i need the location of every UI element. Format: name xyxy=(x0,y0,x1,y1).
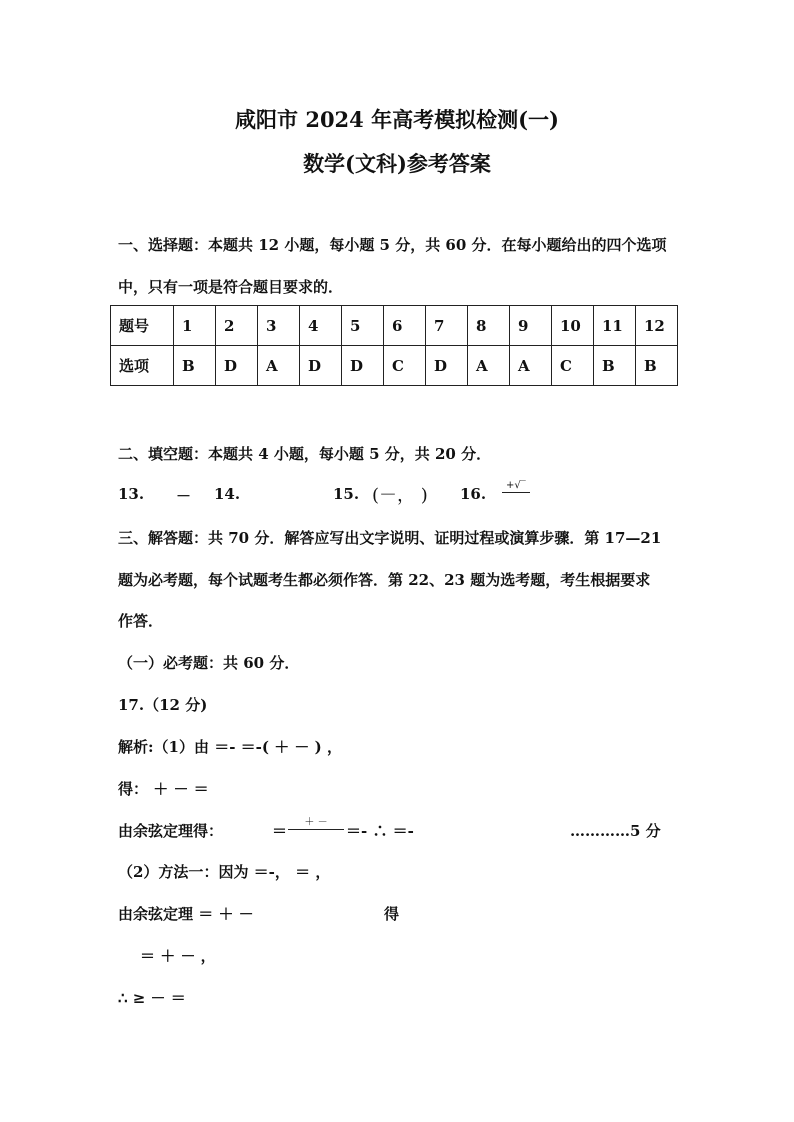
answer-choice: A xyxy=(468,346,510,386)
question-number: 1 xyxy=(174,306,216,346)
answer-choice: C xyxy=(384,346,426,386)
q17-title: 17.（12 分) xyxy=(118,696,208,714)
table-header-question: 题号 xyxy=(111,306,174,346)
question-number: 10 xyxy=(552,306,594,346)
q17-line4: （2）方法一：因为 ＝-， ＝ ， xyxy=(118,863,331,881)
question-number: 6 xyxy=(384,306,426,346)
section3-heading-line1: 三、解答题：共 70 分．解答应写出文字说明、证明过程或演算步骤．第 17—21 xyxy=(118,529,662,547)
section3-heading-line2: 题为必考题，每个试题考生都必须作答．第 22、23 题为选考题，考生根据要求 xyxy=(118,571,651,589)
answer-choice: D xyxy=(216,346,258,386)
answer-choice: B xyxy=(636,346,678,386)
section1-heading-line2: 中，只有一项是符合题目要求的． xyxy=(118,278,344,296)
answer-table xyxy=(110,305,678,386)
question-number: 8 xyxy=(468,306,510,346)
table-row-answers xyxy=(111,346,678,386)
q17-line5-suffix: 得 xyxy=(384,905,400,923)
section3-subheading: （一）必考题：共 60 分． xyxy=(118,654,300,672)
q13-number: 13. xyxy=(118,485,145,503)
question-number: 5 xyxy=(342,306,384,346)
question-number: 11 xyxy=(594,306,636,346)
q17-line3-eq1: ＝ xyxy=(272,822,288,840)
table-row-questions xyxy=(111,306,678,346)
answer-choice: B xyxy=(594,346,636,386)
q14-number: 14. xyxy=(214,485,241,503)
question-number: 7 xyxy=(426,306,468,346)
q17-line1: 解析:（1）由 ＝- ＝-( ＋ － ) ， xyxy=(118,738,342,756)
question-number: 12 xyxy=(636,306,678,346)
answer-choice: C xyxy=(552,346,594,386)
q17-line3-eq2: ＝- ∴ ＝- xyxy=(346,822,414,840)
answer-choice: B xyxy=(174,346,216,386)
section3-heading-line3: 作答． xyxy=(118,612,164,630)
table-header-answer: 选项 xyxy=(111,346,174,386)
question-number: 4 xyxy=(300,306,342,346)
answer-choice: D xyxy=(426,346,468,386)
q17-line6: ＝ ＋ － ， xyxy=(140,947,216,965)
section2-heading: 二、填空题：本题共 4 小题，每小题 5 分，共 20 分． xyxy=(118,445,492,463)
document-subtitle: 数学(文科)参考答案 xyxy=(303,151,491,176)
q13-answer: － xyxy=(176,487,192,505)
answer-choice: D xyxy=(342,346,384,386)
document-title: 咸阳市 2024 年高考模拟检测(一) xyxy=(235,107,559,132)
q17-line3-prefix: 由余弦定理得： xyxy=(118,822,224,840)
question-number: 2 xyxy=(216,306,258,346)
q15-number: 15. xyxy=(333,485,360,503)
answer-choice: A xyxy=(258,346,300,386)
question-number: 3 xyxy=(258,306,300,346)
answer-choice: A xyxy=(510,346,552,386)
q16-number: 16. xyxy=(460,485,487,503)
q17-line3-fraction xyxy=(288,813,344,830)
fraction-numerator: ＋ － xyxy=(288,813,344,830)
q17-line5-prefix: 由余弦定理 ＝ ＋ － xyxy=(118,905,254,923)
q17-line7: ∴ ≥ － ＝ xyxy=(118,989,186,1007)
q15-answer: (－， ) xyxy=(372,485,428,506)
section1-heading-line1: 一、选择题：本题共 12 小题，每小题 5 分，共 60 分．在每小题给出的四个选项 xyxy=(118,236,667,254)
answer-choice: D xyxy=(300,346,342,386)
question-number: 9 xyxy=(510,306,552,346)
q16-answer: +√‾ xyxy=(502,480,530,493)
q17-line2: 得： ＋ － ＝ xyxy=(118,780,209,798)
q17-line3-score: …………5 分 xyxy=(570,822,661,840)
